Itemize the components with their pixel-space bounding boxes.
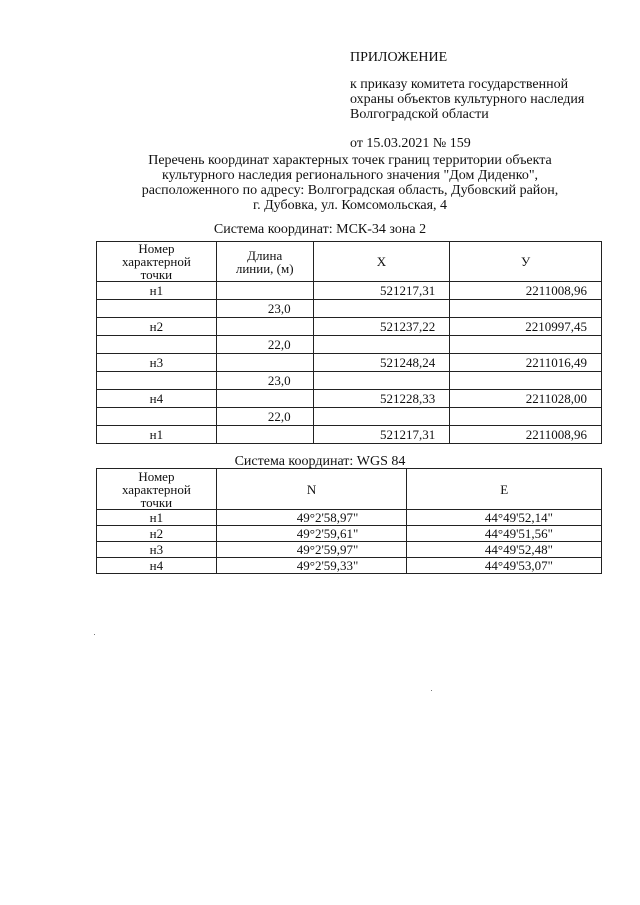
cell-x: 521217,31 bbox=[313, 426, 450, 444]
cell-length bbox=[216, 426, 313, 444]
cell-x: 521248,24 bbox=[313, 354, 450, 372]
appendix-line: охраны объектов культурного наследия bbox=[350, 92, 585, 107]
cell-point bbox=[97, 408, 217, 426]
header-e: E bbox=[407, 469, 602, 510]
cell-point: н1 bbox=[97, 282, 217, 300]
cell-point: н3 bbox=[97, 354, 217, 372]
cell-n: 49°2'59,33" bbox=[216, 558, 407, 574]
cell-point: н2 bbox=[97, 318, 217, 336]
cell-n: 49°2'58,97" bbox=[216, 510, 407, 526]
appendix-date: от 15.03.2021 № 159 bbox=[350, 136, 471, 151]
cell-y: 2210997,45 bbox=[450, 318, 602, 336]
table-row bbox=[97, 300, 602, 318]
table-row bbox=[97, 390, 602, 408]
cell-y: 2211028,00 bbox=[450, 390, 602, 408]
appendix-heading: ПРИЛОЖЕНИЕ bbox=[350, 50, 448, 65]
table-row bbox=[97, 372, 602, 390]
cell-point: н2 bbox=[97, 526, 217, 542]
cell-y bbox=[450, 300, 602, 318]
cell-point: н4 bbox=[97, 558, 217, 574]
table-row bbox=[97, 510, 602, 526]
cell-x bbox=[313, 372, 450, 390]
cell-e: 44°49'51,56" bbox=[407, 526, 602, 542]
cell-point bbox=[97, 300, 217, 318]
cell-point: н4 bbox=[97, 390, 217, 408]
table-row bbox=[97, 542, 602, 558]
header-y: У bbox=[450, 242, 602, 282]
cell-length: 22,0 bbox=[216, 336, 313, 354]
header-point: Номер характерной точки bbox=[97, 242, 217, 282]
table-row bbox=[97, 354, 602, 372]
cell-x: 521237,22 bbox=[313, 318, 450, 336]
cell-x: 521217,31 bbox=[313, 282, 450, 300]
cell-length bbox=[216, 354, 313, 372]
cell-y bbox=[450, 336, 602, 354]
cell-e: 44°49'53,07" bbox=[407, 558, 602, 574]
header-point: Номер характерной точки bbox=[97, 469, 217, 510]
cell-point: н3 bbox=[97, 542, 217, 558]
cell-length: 23,0 bbox=[216, 300, 313, 318]
cell-y: 2211008,96 bbox=[450, 282, 602, 300]
cell-x bbox=[313, 408, 450, 426]
table-header-row bbox=[97, 469, 602, 510]
title-line: культурного наследия регионального значения "Дом Диденко", bbox=[161, 168, 539, 183]
document-title bbox=[110, 153, 590, 213]
wgs84-coordinates-table bbox=[96, 468, 602, 574]
table-header-row bbox=[97, 242, 602, 282]
table2-caption: Система координат: WGS 84 bbox=[234, 454, 406, 469]
header-x: X bbox=[313, 242, 450, 282]
cell-point bbox=[97, 372, 217, 390]
table-row bbox=[97, 408, 602, 426]
appendix-line: Волгоградской области bbox=[350, 107, 489, 122]
table-row bbox=[97, 318, 602, 336]
cell-point: н1 bbox=[97, 510, 217, 526]
title-line: Перечень координат характерных точек границ территории объекта bbox=[148, 153, 552, 168]
table-row bbox=[97, 426, 602, 444]
title-line: г. Дубовка, ул. Комсомольская, 4 bbox=[252, 198, 448, 213]
cell-e: 44°49'52,14" bbox=[407, 510, 602, 526]
header-n: N bbox=[216, 469, 407, 510]
appendix-body bbox=[350, 77, 608, 122]
cell-y: 2211008,96 bbox=[450, 426, 602, 444]
cell-x bbox=[313, 336, 450, 354]
title-line: расположенного по адресу: Волгоградская область, Дубовский район, bbox=[141, 183, 559, 198]
appendix-block bbox=[350, 50, 608, 151]
cell-point: н1 bbox=[97, 426, 217, 444]
cell-length bbox=[216, 318, 313, 336]
msk34-coordinates-table bbox=[96, 241, 602, 444]
scan-speck bbox=[94, 634, 95, 635]
header-length: Длина линии, (м) bbox=[216, 242, 313, 282]
cell-length: 22,0 bbox=[216, 408, 313, 426]
table1-caption: Система координат: МСК-34 зона 2 bbox=[213, 222, 427, 237]
cell-e: 44°49'52,48" bbox=[407, 542, 602, 558]
cell-x bbox=[313, 300, 450, 318]
table-row bbox=[97, 282, 602, 300]
cell-point bbox=[97, 336, 217, 354]
cell-y: 2211016,49 bbox=[450, 354, 602, 372]
cell-length bbox=[216, 390, 313, 408]
table-row bbox=[97, 336, 602, 354]
cell-length bbox=[216, 282, 313, 300]
cell-y bbox=[450, 372, 602, 390]
cell-length: 23,0 bbox=[216, 372, 313, 390]
cell-x: 521228,33 bbox=[313, 390, 450, 408]
appendix-line: к приказу комитета государственной bbox=[350, 77, 569, 92]
scan-speck bbox=[431, 690, 432, 691]
cell-n: 49°2'59,97" bbox=[216, 542, 407, 558]
table-row bbox=[97, 558, 602, 574]
cell-y bbox=[450, 408, 602, 426]
table-row bbox=[97, 526, 602, 542]
cell-n: 49°2'59,61" bbox=[216, 526, 407, 542]
